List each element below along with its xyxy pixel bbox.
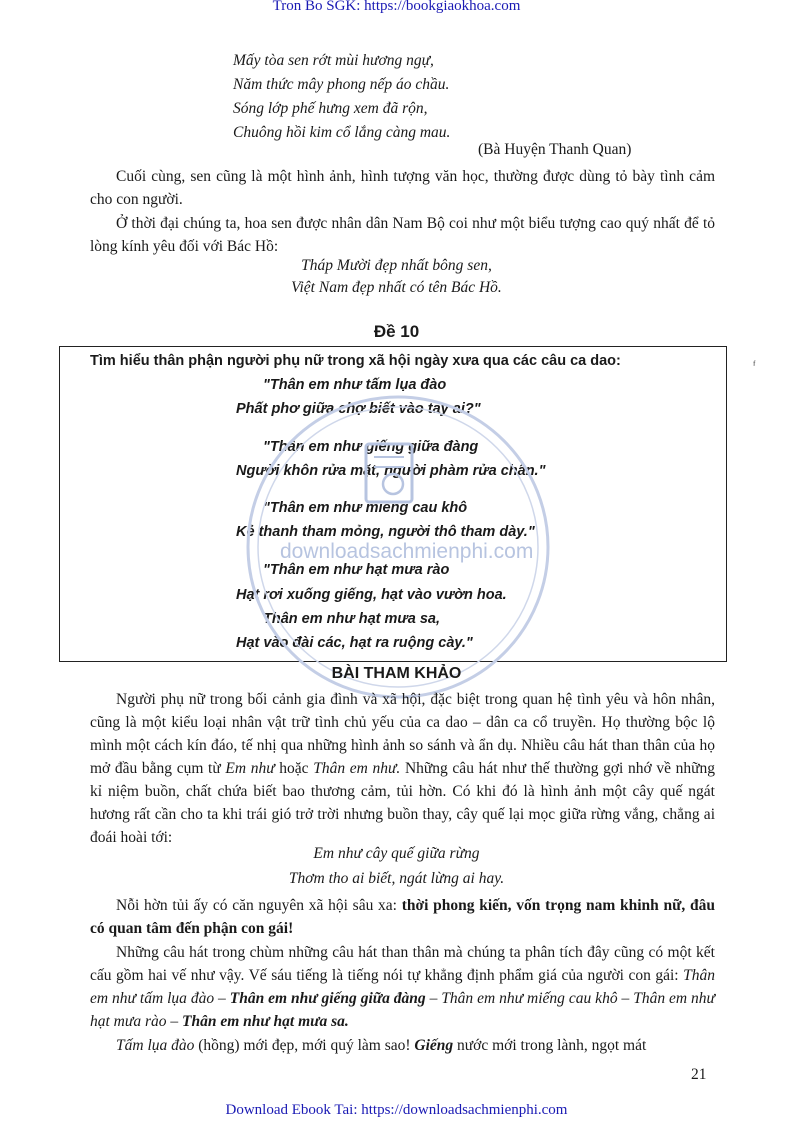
poem-bhtq bbox=[233, 52, 450, 148]
folk-line: Hạt vào đài các, hạt ra ruộng cày." bbox=[236, 635, 473, 651]
paragraph bbox=[90, 165, 715, 211]
margin-mark: ᶠ bbox=[753, 358, 756, 372]
folk-line: Hạt rơi xuống giếng, hạt vào vườn hoa. bbox=[236, 587, 507, 603]
section-title: Đề 10 bbox=[373, 322, 420, 341]
poem-line: Em như cây quế giữa rừng bbox=[313, 845, 480, 862]
poem-line: Chuông hồi kim cổ lắng càng mau. bbox=[233, 124, 451, 141]
footer-link[interactable]: Download Ebook Tai: https://downloadsachmienphi.com bbox=[225, 1102, 568, 1118]
poem-line: Sóng lớp phế hưng xem đã rộn, bbox=[233, 100, 428, 117]
poem-line: Thơm tho ai biết, ngát lừng ai hay. bbox=[288, 870, 505, 887]
paragraph bbox=[90, 1034, 715, 1057]
folk-line: Thân em như hạt mưa sa, bbox=[263, 611, 441, 627]
poem-line: Việt Nam đẹp nhất có tên Bác Hồ. bbox=[291, 279, 502, 296]
poem-line: Tháp Mười đẹp nhất bông sen, bbox=[301, 257, 492, 274]
paragraph bbox=[90, 941, 715, 1033]
paragraph bbox=[90, 894, 715, 940]
folk-line: Phất phơ giữa chợ biết vào tay ai?" bbox=[236, 401, 481, 417]
folk-line: "Thân em như miếng cau khô bbox=[263, 500, 468, 516]
folk-line: "Thân em như tấm lụa đào bbox=[263, 377, 447, 393]
paragraph-text: Nỗi hờn tủi ấy có căn nguyên xã hội sâu xa: thời phong kiến, vốn trọng nam khinh nữ, đâu có quan tâm đến phận con gái! bbox=[90, 897, 715, 937]
paragraph-text: Ở thời đại chúng ta, hoa sen được nhân dân Nam Bộ coi như một biểu tượng cao quý nhất để tỏ lòng kính yêu đối với Bác Hồ: bbox=[90, 215, 715, 255]
folk-line: "Thân em như giếng giữa đàng bbox=[263, 439, 479, 455]
folk-line: Người khôn rửa mặt, người phàm rửa chân." bbox=[236, 463, 546, 479]
header-link[interactable]: Tron Bo SGK: https://bookgiaokhoa.com bbox=[272, 0, 521, 14]
reference-title: BÀI THAM KHẢO bbox=[331, 665, 462, 682]
poem-line: Mấy tòa sen rớt mùi hương ngự, bbox=[233, 52, 434, 69]
poem-line: Năm thức mây phong nếp áo chầu. bbox=[233, 76, 450, 93]
paragraph-text: Người phụ nữ trong bối cảnh gia đình và xã hội, đặc biệt trong quan hệ tình yêu và hôn nhân, cũng là một kiểu loại nhân vật trữ tình chủ yếu của ca dao – dân ca cổ truyền. Họ thường bộc lộ mình một cách kín đáo, tế nhị qua những hình ảnh so sánh và ẩn dụ. Nhiều câu hát than thân của họ mở đầu bằng cụm từ Em như hoặc Thân em như. Những câu hát như thế thường gợi nhớ về những kỉ niệm buồn, chất chứa biết bao thương cảm, tủi hờn. Có khi đó là hình ảnh một cây quế ngát hương rất cần cho ta khi trái gió trở trời nhưng buồn thay, cây quế lại mọc giữa rừng vắng, chẳng ai đoái hoài tới: bbox=[90, 691, 716, 846]
paragraph bbox=[90, 688, 715, 849]
paragraph bbox=[90, 212, 715, 258]
page-number: 21 bbox=[691, 1066, 707, 1083]
paragraph-text: Những câu hát trong chùm những câu hát than thân mà chúng ta phân tích đây cũng có một kết cấu gồm hai vế như vậy. Vế sáu tiếng là tiếng nói tự khẳng định phẩm giá của người con gái: Thân em như tấm lụa đào – Thân em như giếng giữa đàng – Thân em như miếng cau khô – Thân em như hạt mưa rào – Thân em như hạt mưa sa. bbox=[90, 944, 716, 1030]
question-prompt: Tìm hiểu thân phận người phụ nữ trong xã hội ngày xưa qua các câu ca dao: bbox=[90, 353, 621, 369]
watermark-text: downloadsachmienphi.com bbox=[280, 540, 534, 563]
poem-author: (Bà Huyện Thanh Quan) bbox=[478, 141, 632, 158]
book-icon bbox=[366, 444, 412, 502]
folk-line: "Thân em như hạt mưa rào bbox=[263, 562, 450, 578]
folk-line: Kẻ thanh tham mỏng, người thô tham dày." bbox=[236, 524, 535, 540]
paragraph-text: Cuối cùng, sen cũng là một hình ảnh, hình tượng văn học, thường được dùng tỏ bày tình cảm cho con người. bbox=[90, 168, 715, 208]
paragraph-text: Tấm lụa đào (hồng) mới đẹp, mới quý làm sao! Giếng nước mới trong lành, ngọt mát bbox=[116, 1037, 647, 1054]
